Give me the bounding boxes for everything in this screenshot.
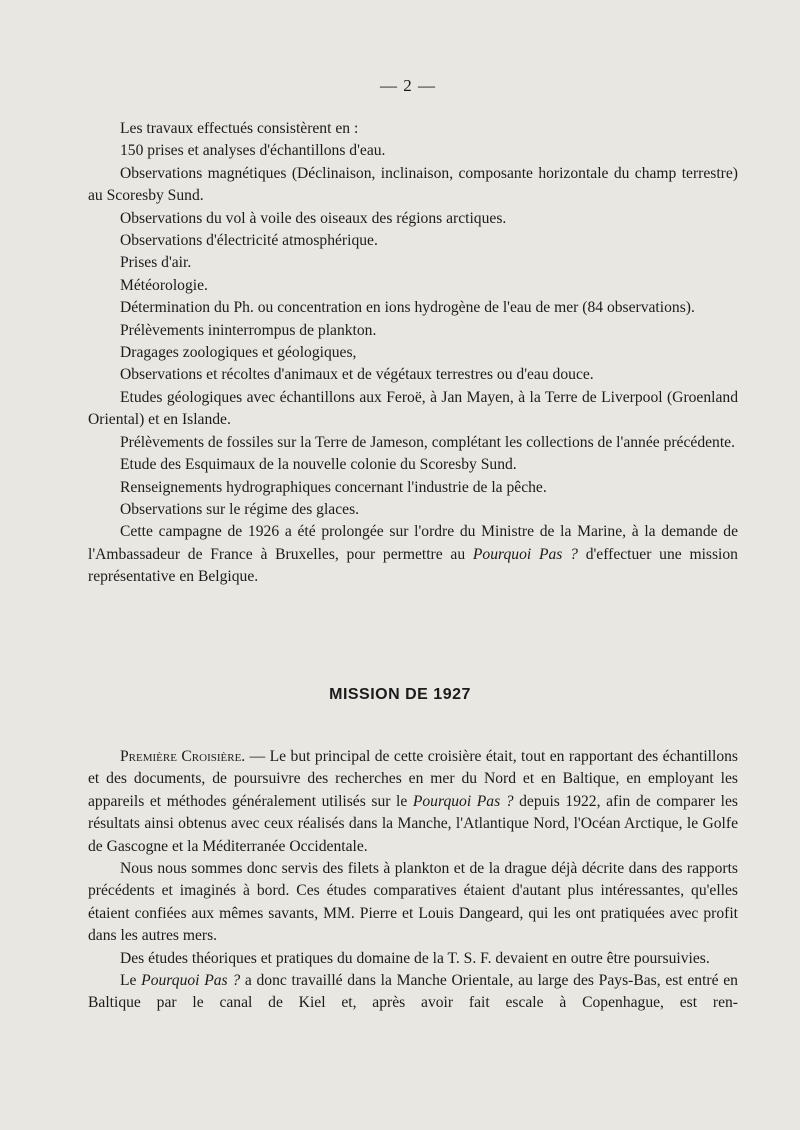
work-item: Renseignements hydrographiques concernant l'industrie de la pêche. [120, 478, 547, 496]
route-paragraph: Le Pourquoi Pas ? a donc travaillé dans la Manche Orientale, au large des Pays-Bas, est entré en Baltique par le canal de Kiel et, après avoir fait escale à Copenhague, est ren- [88, 972, 738, 1012]
work-item: Prélèvements ininterrompus de plankton. [120, 321, 377, 339]
ship-name: Pourquoi Pas ? [141, 972, 241, 990]
work-item: Prises d'air. [120, 254, 192, 272]
work-item: Les travaux effectués consistèrent en : [120, 120, 359, 137]
work-item: Observations et récoltes d'animaux et de végétaux terrestres ou d'eau douce. [120, 366, 594, 384]
ship-name: Pourquoi Pas ? [412, 792, 514, 810]
section-heading: MISSION DE 1927 [329, 686, 471, 703]
work-list-section [88, 118, 738, 589]
work-item: 150 prises et analyses d'échantillons d'eau. [120, 142, 386, 160]
work-item: Dragages zoologiques et géologiques, [120, 344, 357, 362]
work-item: Observations magnétiques (Déclinaison, inclinaison, composante horizontale du champ terrestre) au Scoresby Sund. [88, 164, 738, 205]
campaign-closing-paragraph: Cette campagne de 1926 a été prolongée sur l'ordre du Ministre de la Marine, à la demande de l'Ambassadeur de France à Bruxelles, pour permettre au Pourquoi Pas ? d'effectuer une mission représentative en Belgique. [88, 523, 738, 586]
work-item: Observations du vol à voile des oiseaux des régions arctiques. [120, 209, 507, 227]
work-item: Observations sur le régime des glaces. [120, 500, 360, 518]
radio-paragraph: Des études théoriques et pratiques du domaine de la T. S. F. devaient en outre être poursuivies. [120, 949, 710, 967]
ship-name: Pourquoi Pas ? [472, 545, 578, 563]
page-number: — 2 — [380, 76, 436, 95]
work-item: Détermination du Ph. ou concentration en ions hydrogène de l'eau de mer (84 observations). [120, 299, 695, 317]
paragraph-lead: Première Croisière. [120, 748, 246, 765]
work-item: Observations d'électricité atmosphérique. [120, 232, 378, 250]
work-item: Prélèvements de fossiles sur la Terre de Jameson, complétant les collections de l'année précédente. [120, 433, 735, 451]
mission-1927-section [88, 746, 738, 1015]
work-item: Etudes géologiques avec échantillons aux Feroë, à Jan Mayen, à la Terre de Liverpool (Groenland Oriental) et en Islande. [88, 388, 738, 429]
first-cruise-paragraph: Première Croisière. — Le but principal de cette croisière était, tout en rapportant des échantillons et des documents, de poursuivre des recherches en mer du Nord et en Baltique, en employant les appareils et méthodes généralement utilisés sur le Pourquoi Pas ? depuis 1922, afin de comparer les résultats ainsi obtenus avec ceux réalisés dans la Manche, l'Atlantique Nord, l'Océan Arctique, le Golfe de Gascogne et la Méditerranée Occidentale. [88, 748, 738, 855]
equipment-paragraph: Nous nous sommes donc servis des filets à plankton et de la drague déjà décrite dans des rapports précédents et imaginés à bord. Ces études comparatives étaient d'autant plus intéressantes, qu'elles étaient confiées aux mêmes savants, MM. Pierre et Louis Dangeard, qui les ont pratiquées avec profit dans les autres mers. [88, 860, 738, 945]
work-item: Météorologie. [120, 276, 208, 294]
work-item: Etude des Esquimaux de la nouvelle colonie du Scoresby Sund. [120, 456, 517, 474]
